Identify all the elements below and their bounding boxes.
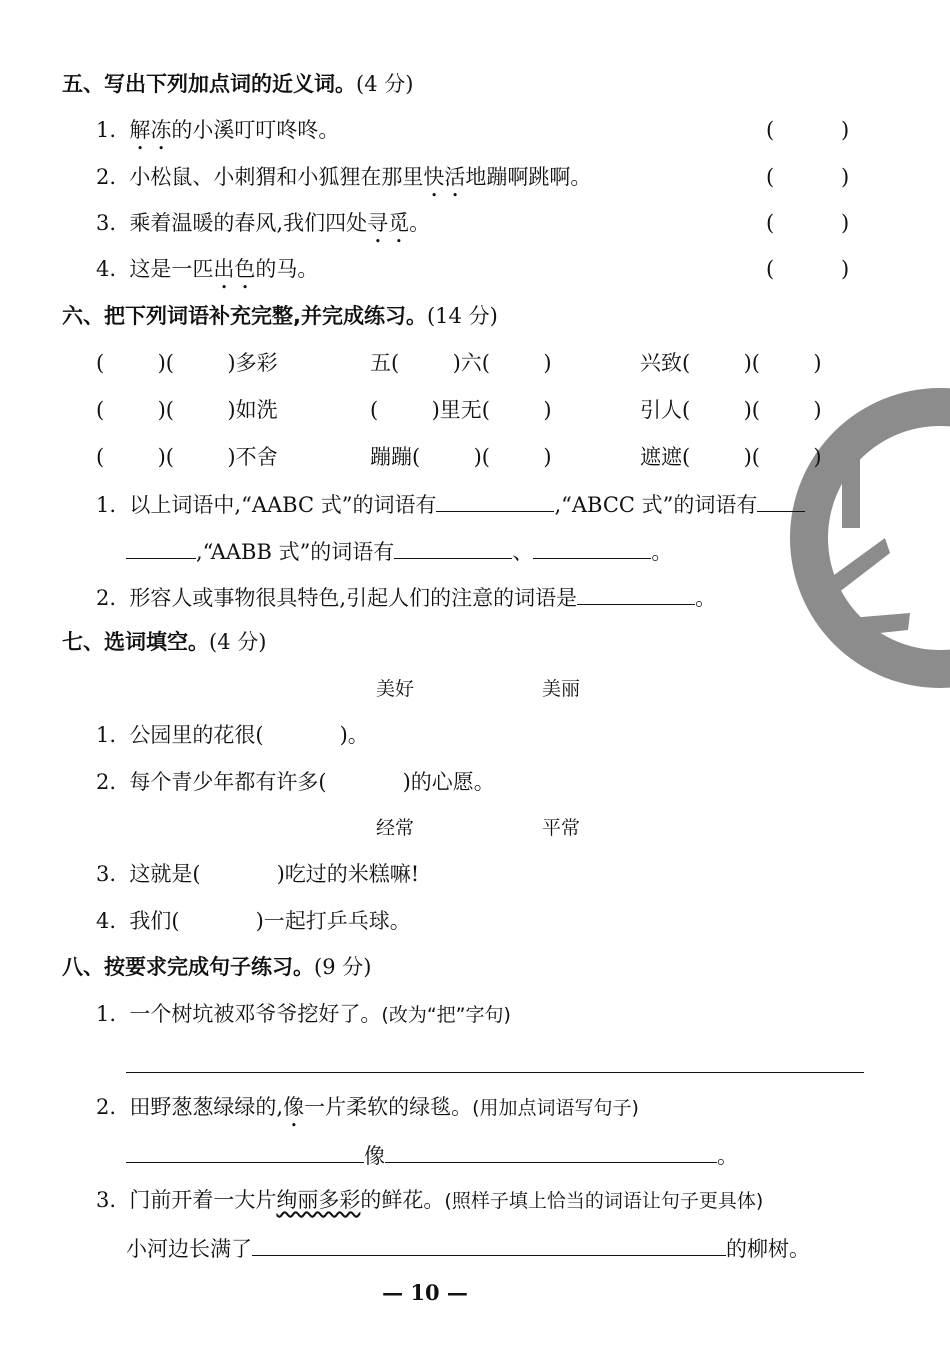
idiom-blank[interactable]: ( )( )如洗 (96, 398, 278, 422)
fill-blank[interactable] (577, 582, 695, 605)
fill-blank[interactable] (385, 1140, 717, 1163)
fill-blank[interactable] (757, 489, 805, 512)
idiom-blank[interactable]: 兴致( )( ) (640, 351, 822, 375)
word-option: 美好 (376, 678, 415, 700)
answer-paren[interactable]: ( ) (766, 118, 850, 142)
sec7-item-2: 2. 每个青少年都有许多( )的心愿。 (96, 770, 495, 794)
idiom-blank[interactable]: ( )里无( ) (370, 398, 552, 422)
fill-blank[interactable] (533, 536, 651, 559)
answer-paren[interactable]: ( ) (766, 211, 850, 235)
page-number: — 10 — (382, 1280, 468, 1305)
fill-blank[interactable] (126, 1140, 364, 1163)
idiom-blank[interactable]: 引人( )( ) (640, 398, 822, 422)
idiom-blank[interactable]: 五( )六( ) (370, 351, 552, 375)
sec5-item-1: 1. 解冻的小溪叮叮咚咚。 (96, 118, 340, 142)
idiom-blank[interactable]: ( )( )不舍 (96, 445, 278, 469)
sec6-question-2: 2. 形容人或事物很具特色,引起人们的注意的词语是 。 (96, 582, 716, 612)
word-option: 美丽 (542, 678, 581, 700)
stamp-watermark (790, 378, 950, 698)
answer-paren[interactable]: ( ) (766, 165, 850, 189)
sec8-question-3-answer: 小河边长满了 的柳树。 (126, 1233, 810, 1263)
fill-blank[interactable] (252, 1233, 726, 1256)
fill-blank[interactable] (394, 536, 512, 559)
sec7-item-1: 1. 公园里的花很( )。 (96, 723, 369, 747)
sec8-question-3: 3. 门前开着一大片绚丽多彩的鲜花。(照样子填上恰当的词语让句子更具体) (96, 1188, 764, 1212)
answer-paren[interactable]: ( ) (766, 257, 850, 281)
sec7-item-3: 3. 这就是( )吃过的米糕嘛! (96, 862, 420, 886)
sec7-item-4: 4. 我们( )一起打乒乓球。 (96, 909, 411, 933)
sec5-item-2: 2. 小松鼠、小刺猬和小狐狸在那里快活地蹦啊跳啊。 (96, 165, 592, 189)
sec6-question-1-cont: ,“AABB 式”的词语有 、 。 (126, 536, 672, 566)
sec6-question-1: 1. 以上词语中,“AABC 式”的词语有 ,“ABCC 式”的词语有 (96, 489, 805, 519)
word-option: 经常 (376, 817, 415, 839)
section-7-title: 七、选词填空。(4 分) (62, 630, 267, 654)
section-6-title: 六、把下列词语补充完整,并完成练习。(14 分) (62, 304, 498, 328)
sec8-question-1: 1. 一个树坑被邓爷爷挖好了。(改为“把”字句) (96, 1002, 511, 1026)
section-5-title: 五、写出下列加点词的近义词。(4 分) (62, 72, 414, 96)
idiom-blank[interactable]: ( )( )多彩 (96, 351, 278, 375)
idiom-blank[interactable]: 遮遮( )( ) (640, 445, 822, 469)
sec8-question-2: 2. 田野葱葱绿绿的,像一片柔软的绿毯。(用加点词语写句子) (96, 1095, 639, 1119)
answer-line[interactable] (126, 1072, 864, 1073)
idiom-blank[interactable]: 蹦蹦( )( ) (370, 445, 552, 469)
section-8-title: 八、按要求完成句子练习。(9 分) (62, 955, 372, 979)
fill-blank[interactable] (126, 536, 196, 559)
fill-blank[interactable] (436, 489, 554, 512)
sec5-item-4: 4. 这是一匹出色的马。 (96, 257, 319, 281)
word-option: 平常 (542, 817, 581, 839)
sec5-item-3: 3. 乘着温暖的春风,我们四处寻觅。 (96, 211, 431, 235)
sec8-question-2-answer: 像 。 (126, 1140, 738, 1170)
